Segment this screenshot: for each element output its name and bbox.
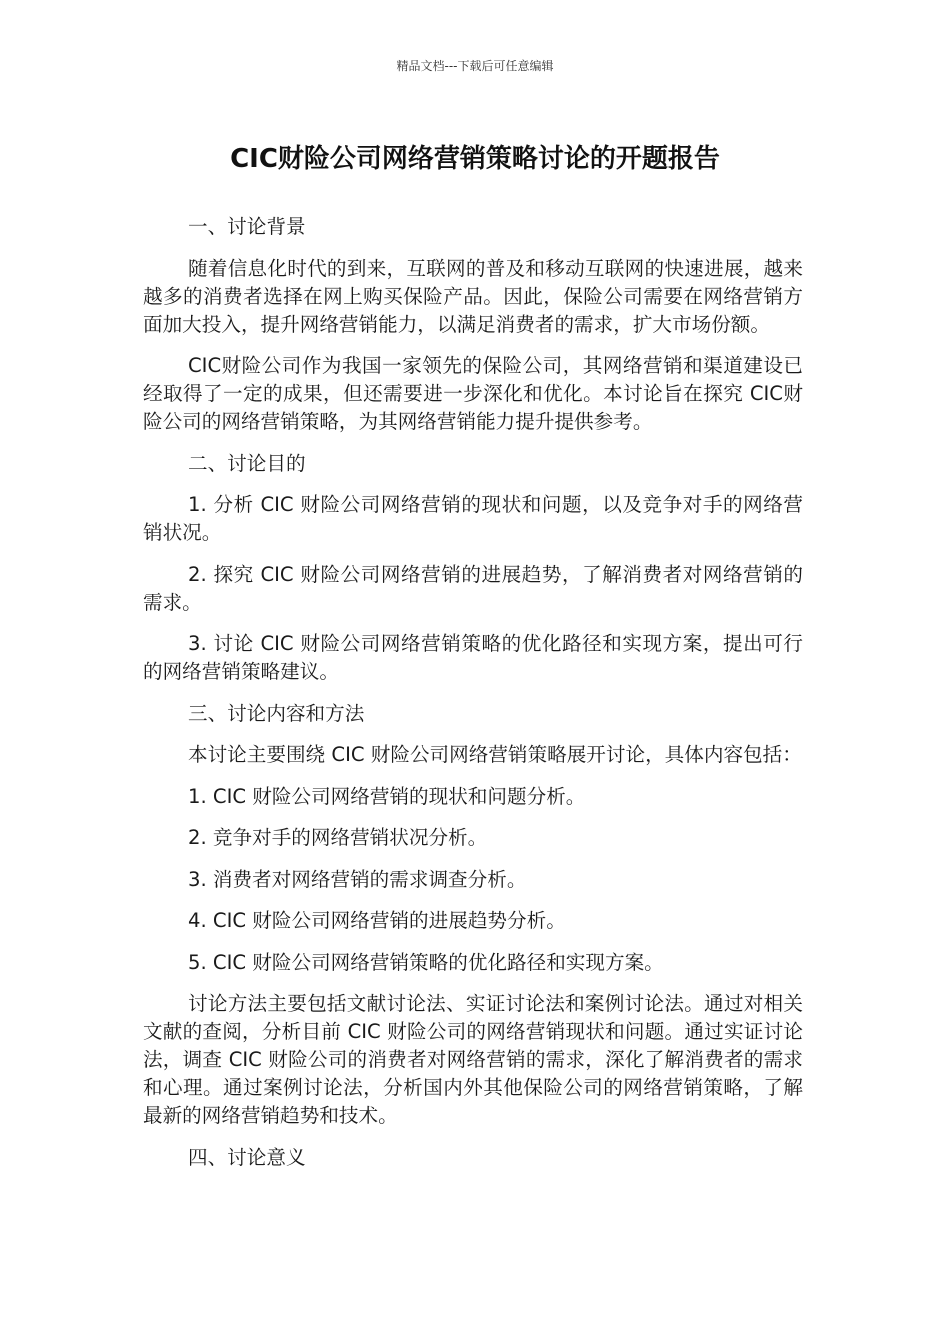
paragraph-content-intro: 本讨论主要围绕 CIC 财险公司网络营销策略展开讨论，具体内容包括： — [188, 743, 802, 766]
content-item-1: 1. CIC 财险公司网络营销的现状和问题分析。 — [188, 784, 586, 808]
purpose-item-1: 1. 分析 CIC 财险公司网络营销的现状和问题，以及竞争对手的网络营销状况。 — [143, 493, 803, 544]
paragraph-background-2: CIC财险公司作为我国一家领先的保险公司，其网络营销和渠道建设已经取得了一定的成果，但还需要进一步深化和优化。本讨论旨在探究 CIC财险公司的网络营销策略，为其网络营销能力提升提供参考。 — [143, 354, 803, 433]
header-note: 精品文档---下载后可任意编辑 — [396, 59, 554, 73]
section-heading-background: 一、讨论背景 — [188, 215, 306, 238]
content-item-4: 4. CIC 财险公司网络营销的进展趋势分析。 — [188, 909, 566, 932]
content-item-2: 2. 竞争对手的网络营销状况分析。 — [188, 826, 488, 849]
content-item-5: 5. CIC 财险公司网络营销策略的优化路径和实现方案。 — [188, 950, 664, 974]
paragraph-background-1: 随着信息化时代的到来，互联网的普及和移动互联网的快速进展，越来越多的消费者选择在网上购买保险产品。因此，保险公司需要在网络营销方面加大投入，提升网络营销能力，以满足消费者的需求，扩大市场份额。 — [143, 256, 803, 336]
document-title: CIC财险公司网络营销策略讨论的开题报告 — [230, 144, 720, 174]
document-body — [143, 213, 803, 1185]
paragraph-methods: 讨论方法主要包括文献讨论法、实证讨论法和案例讨论法。通过对相关文献的查阅，分析目前 CIC 财险公司的网络营销现状和问题。通过实证讨论法，调查 CIC 财险公司的消费者对网络营销的需求，深化了解消费者的需求和心理。通过案例讨论法，分析国内外其他保险公司的网络营销策略，了解最新的网络营销趋势和技术。 — [143, 992, 803, 1127]
purpose-item-2: 2. 探究 CIC 财险公司网络营销的进展趋势，了解消费者对网络营销的需求。 — [143, 562, 803, 614]
content-item-3: 3. 消费者对网络营销的需求调查分析。 — [188, 867, 527, 891]
section-heading-significance: 四、讨论意义 — [188, 1145, 306, 1169]
purpose-item-3: 3. 讨论 CIC 财险公司网络营销策略的优化路径和实现方案，提出可行的网络营销策略建议。 — [143, 632, 803, 683]
section-heading-content-method: 三、讨论内容和方法 — [188, 701, 365, 725]
section-heading-purpose: 二、讨论目的 — [188, 451, 306, 475]
